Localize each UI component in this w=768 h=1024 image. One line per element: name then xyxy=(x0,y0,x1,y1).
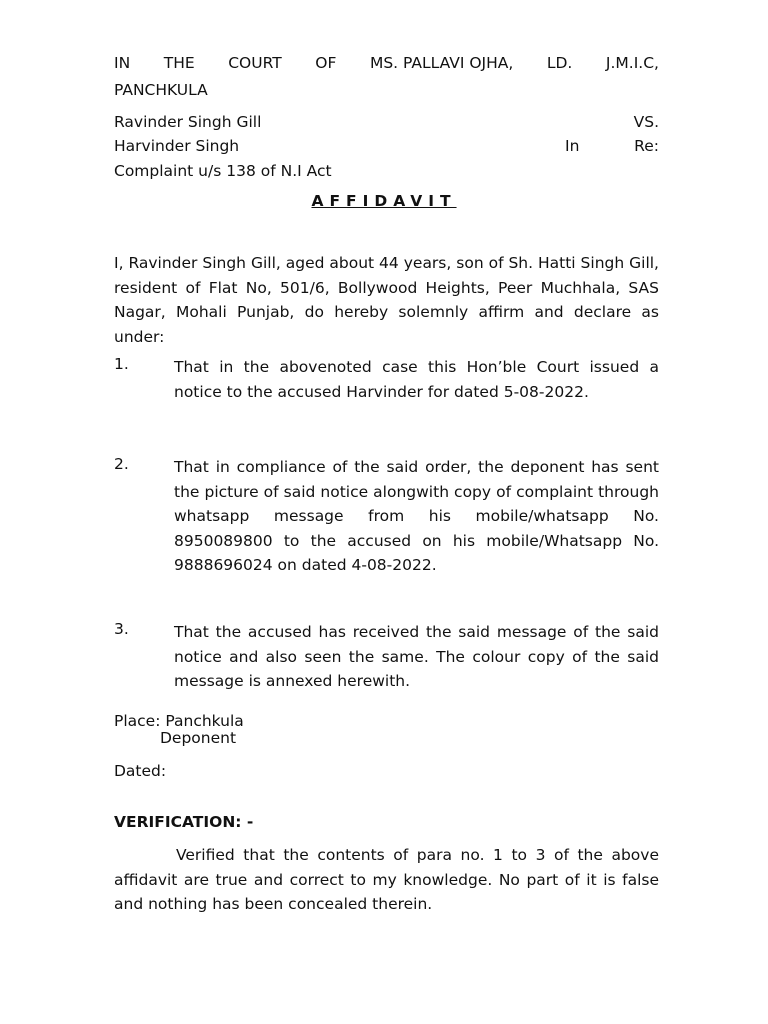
court-word: OF xyxy=(315,54,337,72)
point-number: 3. xyxy=(114,620,129,638)
document-title: AFFIDAVIT xyxy=(311,192,457,210)
point-text: That in compliance of the said order, the deponent has sent the picture of said notice alongwith copy of complaint through whatsapp message from his mobile/whatsapp No. 8950089800 to the accused on his mobile/Whatsapp No. 9888696024 on dated 4-08-2022. xyxy=(174,458,659,574)
court-word: COURT xyxy=(228,54,282,72)
point-number: 1. xyxy=(114,355,129,373)
court-word: IN xyxy=(114,54,131,72)
re-label: Re: xyxy=(634,137,659,155)
court-word: THE xyxy=(163,54,195,72)
point-number: 2. xyxy=(114,455,129,473)
court-word: MS. PALLAVI OJHA, xyxy=(369,54,514,72)
court-line xyxy=(114,54,659,72)
point-text: That the accused has received the said message of the said notice and also seen the same. The colour copy of the said message is annexed herewith. xyxy=(174,623,659,690)
court-location: PANCHKULA xyxy=(114,81,208,99)
accused-name: Harvinder Singh xyxy=(114,137,240,155)
deponent-label: Deponent xyxy=(160,729,237,747)
dated-line: Dated: xyxy=(114,762,167,780)
case-subject: Complaint u/s 138 of N.I Act xyxy=(114,162,332,180)
court-word: LD. xyxy=(546,54,573,72)
verification-paragraph: Verified that the contents of para no. 1 to 3 of the above affidavit are true and correct to my knowledge. No part of it is false and nothing has been concealed therein. xyxy=(114,846,659,913)
in-label: In xyxy=(565,137,580,155)
place-line: Place: Panchkula xyxy=(114,712,244,730)
point-text: That in the abovenoted case this Hon’ble Court issued a notice to the accused Harvinder for dated 5-08-2022. xyxy=(174,358,659,401)
versus-label: VS. xyxy=(633,113,659,131)
intro-paragraph: I, Ravinder Singh Gill, aged about 44 years, son of Sh. Hatti Singh Gill, resident of Flat No, 501/6, Bollywood Heights, Peer Muchhala, SAS Nagar, Mohali Punjab, do hereby solemnly affirm and declare as under: xyxy=(114,254,659,346)
verification-heading: VERIFICATION: - xyxy=(114,813,254,831)
complainant-name: Ravinder Singh Gill xyxy=(114,113,262,131)
court-word: J.M.I.C, xyxy=(605,54,659,72)
